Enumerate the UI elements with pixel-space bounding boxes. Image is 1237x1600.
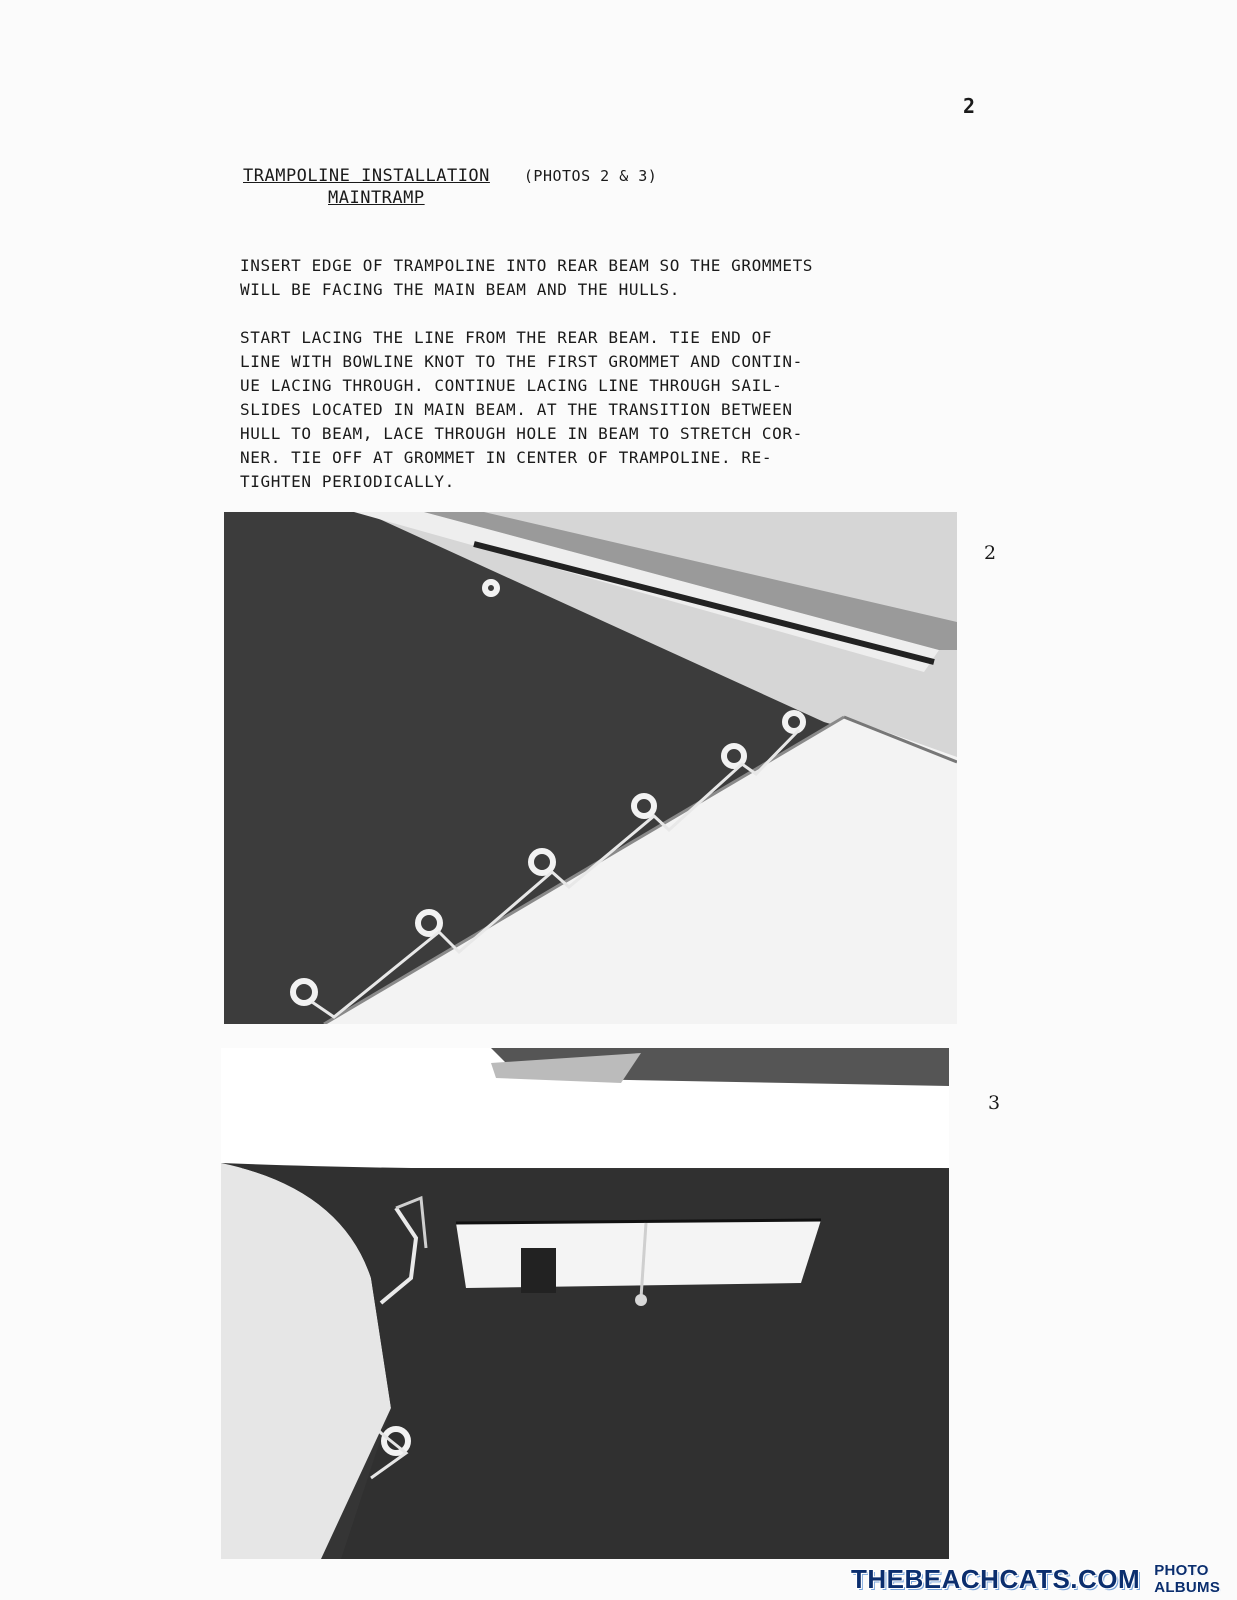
paragraph-lacing: START LACING THE LINE FROM THE REAR BEAM. TIE END OF LINE WITH BOWLINE KNOT TO THE FIRST GROMMET AND CONTIN- UE LACING THROUGH. CONTINUE LACING LINE THROUGH SAIL- SLIDES LOCATED IN MAIN BEAM. AT THE TRANSITION BETWEEN HULL TO BEAM, LACE THROUGH HOLE IN BEAM TO STRETCH COR- NER. TIE OFF AT GROMMET IN CENTER OF TRAMPOLINE. RE- TIGHTEN PERIODICALLY.	[240, 328, 803, 491]
footer-watermark	[851, 1562, 1237, 1596]
page-number: 2	[963, 94, 976, 118]
photo-2-label: 2	[984, 542, 997, 564]
heading-title: TRAMPOLINE INSTALLATION	[243, 166, 490, 186]
footer-section-logo: PHOTO ALBUMS	[1154, 1562, 1221, 1596]
photo-2	[224, 512, 957, 1024]
heading-photos-ref: (PHOTOS 2 & 3)	[523, 167, 658, 185]
photo-3	[221, 1048, 949, 1559]
heading-subtitle: MAINTRAMP	[328, 188, 425, 208]
heading	[243, 166, 657, 208]
footer-site-logo: THEBEACHCATS.COM	[851, 1563, 1141, 1594]
photo-3-label: 3	[988, 1092, 1001, 1114]
paragraph-insert-edge: INSERT EDGE OF TRAMPOLINE INTO REAR BEAM SO THE GROMMETS WILL BE FACING THE MAIN BEAM AND THE HULLS.	[240, 256, 814, 299]
